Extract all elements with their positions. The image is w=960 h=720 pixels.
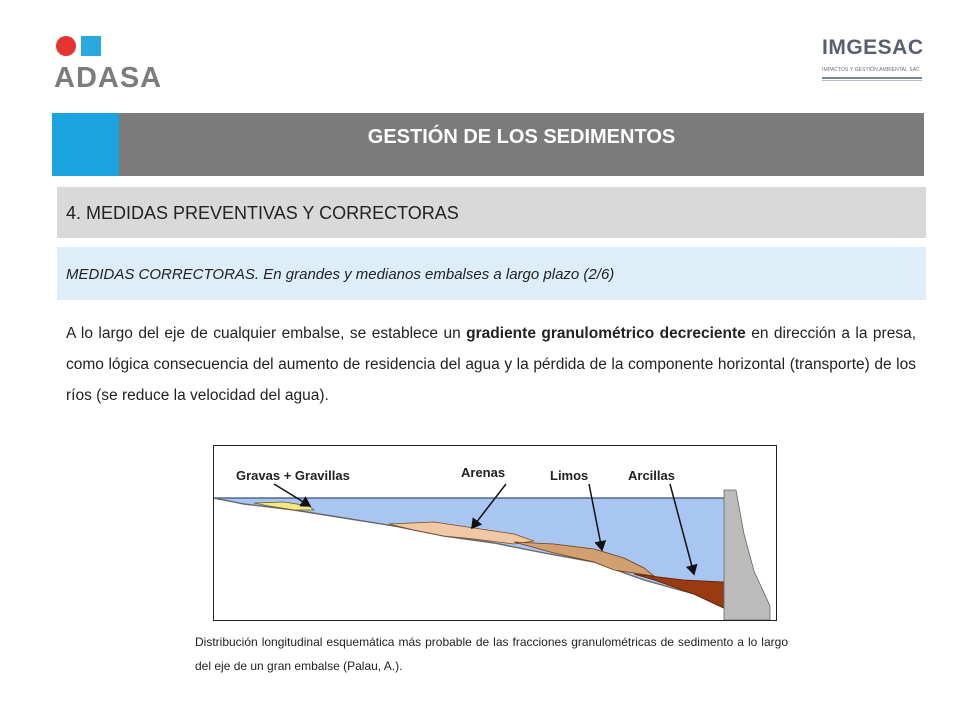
imgesac-logo-rule-thin [822, 80, 922, 81]
body-text-bold: gradiente granulométrico decreciente [466, 325, 746, 342]
body-text-part1: A lo largo del eje de cualquier embalse, se establece un [66, 325, 467, 342]
label-limos: Limos [550, 468, 589, 483]
dam-structure [724, 490, 770, 620]
logo-red-dot [56, 36, 76, 56]
label-arcillas: Arcillas [628, 468, 675, 483]
adasa-logo [54, 34, 174, 94]
section-bar [57, 187, 926, 238]
imgesac-logo-text: IMGESAC [822, 36, 924, 59]
subsection-title: MEDIDAS CORRECTORAS. En grandes y medianos embalses a largo plazo (2/6) [66, 266, 615, 283]
label-arenas: Arenas [461, 465, 506, 480]
reservoir-diagram [213, 445, 777, 621]
imgesac-logo-subtitle: IMPACTOS Y GESTIÓN AMBIENTAL SAC [822, 67, 920, 73]
page-title: GESTIÓN DE LOS SEDIMENTOS [367, 126, 676, 148]
subsection-bar [57, 247, 926, 300]
figure-caption: Distribución longitudinal esquemática más probable de las fracciones granulométricas de sedimento a lo largo del eje de un gran embalse (Palau, A.). [195, 635, 788, 673]
title-bar [52, 113, 924, 176]
label-gravas: Gravas + Gravillas [236, 468, 350, 483]
reservoir-diagram-svg [214, 446, 776, 620]
section-title: 4. MEDIDAS PREVENTIVAS Y CORRECTORAS [66, 203, 459, 223]
body-paragraph [66, 318, 916, 411]
logo-blue-square [81, 36, 101, 56]
adasa-logo-text: ADASA [54, 62, 163, 94]
body-text-part2: en dirección a la presa, como lógica consecuencia del aumento de residencia del agua y la pérdida de la componente horizontal (transporte) de los ríos (se reduce la velocidad del agua). [66, 325, 917, 404]
imgesac-logo-rule [822, 77, 922, 79]
imgesac-logo [820, 36, 930, 96]
title-accent-block [52, 113, 119, 176]
